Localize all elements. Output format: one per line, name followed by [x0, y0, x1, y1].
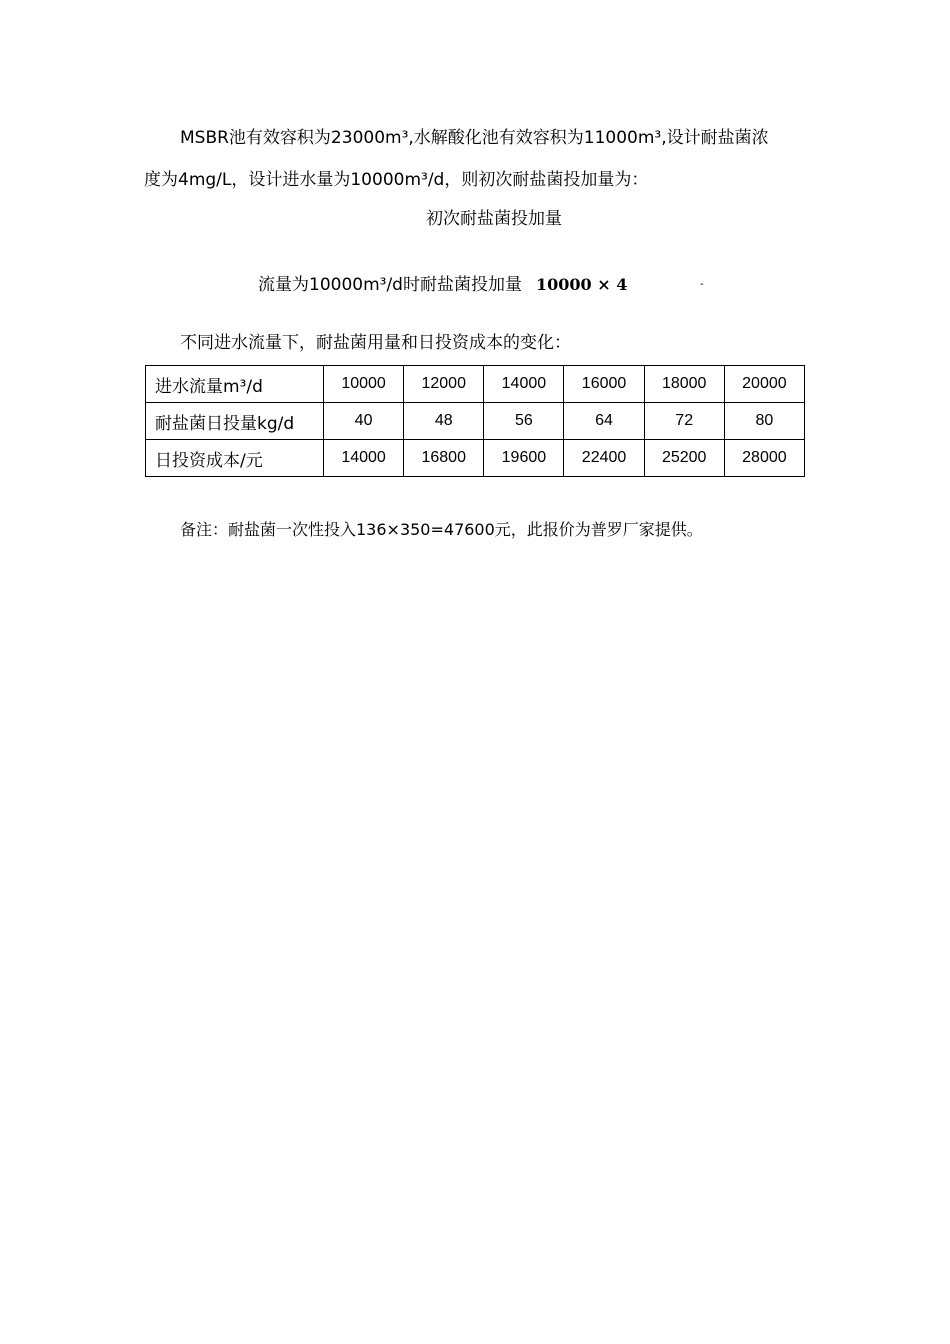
table-cell: 10000 — [324, 366, 404, 403]
formula-expression: 10000 × 4 — [535, 275, 628, 294]
formula-label: 流量为10000m³/d时耐盐菌投加量 — [258, 275, 522, 295]
table-cell: 14000 — [484, 366, 564, 403]
table-cell: 22400 — [564, 440, 644, 477]
table-row — [146, 366, 805, 403]
intro-line-1: MSBR池有效容积为23000m³,水解酸化池有效容积为11000m³,设计耐盐菌浓 — [180, 128, 769, 148]
subtitle: 初次耐盐菌投加量 — [426, 209, 562, 229]
row-header: 进水流量m³/d — [146, 366, 324, 403]
table-row — [146, 440, 805, 477]
table-cell: 25200 — [644, 440, 724, 477]
table-cell: 16800 — [404, 440, 484, 477]
table-cell: 12000 — [404, 366, 484, 403]
table-cell: 40 — [324, 403, 404, 440]
table-intro: 不同进水流量下，耐盐菌用量和日投资成本的变化： — [180, 333, 571, 353]
table-cell: 56 — [484, 403, 564, 440]
table-cell: 64 — [564, 403, 644, 440]
note: 备注：耐盐菌一次性投入136×350=47600元，此报价为普罗厂家提供。 — [180, 520, 703, 539]
table-cell: 16000 — [564, 366, 644, 403]
row-header: 耐盐菌日投量kg/d — [146, 403, 324, 440]
table-row — [146, 403, 805, 440]
intro-line-2: 度为4mg/L，设计进水量为10000m³/d，则初次耐盐菌投加量为： — [144, 170, 649, 190]
formula-trailing-mark: - — [700, 279, 704, 290]
table-cell: 20000 — [724, 366, 804, 403]
table-cell: 19600 — [484, 440, 564, 477]
table-cell: 48 — [404, 403, 484, 440]
salt-bacteria-table — [145, 365, 805, 477]
intro-paragraph — [144, 117, 810, 201]
row-header: 日投资成本/元 — [146, 440, 324, 477]
formula-line — [258, 270, 627, 295]
table-cell: 72 — [644, 403, 724, 440]
table-cell: 80 — [724, 403, 804, 440]
table-cell: 14000 — [324, 440, 404, 477]
table-cell: 18000 — [644, 366, 724, 403]
table-cell: 28000 — [724, 440, 804, 477]
